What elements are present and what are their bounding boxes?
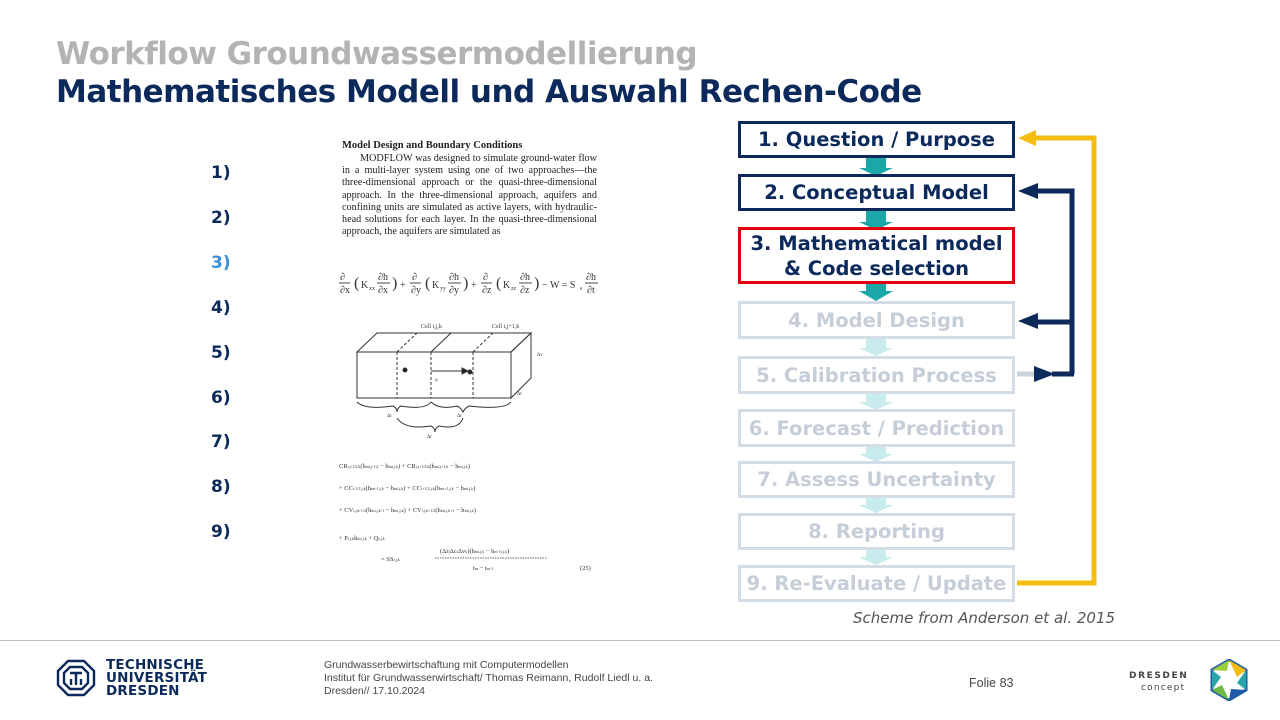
svg-text:+: + bbox=[400, 280, 406, 291]
svg-text:zz: zz bbox=[511, 286, 517, 292]
svg-text:Δr: Δr bbox=[517, 392, 522, 397]
svg-text:∂: ∂ bbox=[412, 272, 417, 283]
slide-supertitle: Workflow Groundwassermodellierung bbox=[56, 36, 698, 72]
feedback-loop-yellow bbox=[1017, 130, 1094, 583]
paper-body-text: MODFLOW was designed to simulate ground-water flow in a multi-layer system using one of two approaches—the three-dimensional approach or the quasi-three-dimensional approach. In the three-dimensional approach, aquifers and confining units are simulated as active layers, with hydraulic-head solutions for each layer. In the quasi-three-dimensional approach, the aquifers are simulated as bbox=[342, 153, 597, 238]
flow-arrow-8-9 bbox=[859, 549, 893, 565]
svg-text:+ Pi,j,khmi,j,k + Qi,j,k: + Pi,j,khmi,j,k + Qi,j,k bbox=[339, 535, 385, 542]
workflow-step-7-uncertainty: 7. Assess Uncertainty bbox=[738, 461, 1015, 498]
svg-text:s: s bbox=[580, 286, 583, 292]
svg-text:+ CCi-1/2,j,k(hmi-1,j,k − hmi,: + CCi-1/2,j,k(hmi-1,j,k − hmi,j,k) + CCi+1/2,j,k(hmi+1,j,k − hmi,j,k) bbox=[339, 485, 476, 492]
feedback-loop-navy bbox=[1017, 183, 1074, 382]
svg-text:∂h: ∂h bbox=[378, 272, 388, 283]
svg-text:∂y: ∂y bbox=[449, 285, 459, 296]
footer-authors: Institut für Grundwasserwirtschaft/ Thomas Reimann, Rudolf Liedl u. a. bbox=[324, 672, 653, 684]
dresden-concept-wordmark-line1: DRESDEN bbox=[1129, 671, 1189, 681]
cell-label-right: Cell i,j+1,k bbox=[492, 324, 520, 330]
flow-arrow-7-8 bbox=[859, 497, 893, 513]
flow-arrow-5-6 bbox=[859, 393, 893, 410]
footer-date: Dresden// 17.10.2024 bbox=[324, 685, 425, 697]
tud-wordmark bbox=[106, 659, 207, 698]
step-number-1: 1) bbox=[211, 163, 231, 183]
workflow-step-3-line1: 3. Mathematical model bbox=[750, 231, 1003, 255]
paper-excerpt bbox=[335, 140, 605, 580]
tud-wordmark-line1: TECHNISCHE bbox=[106, 657, 205, 673]
svg-text:∂x: ∂x bbox=[378, 285, 388, 296]
svg-text:∂y: ∂y bbox=[411, 285, 421, 296]
step-number-9: 9) bbox=[211, 522, 231, 542]
paper-heading: Model Design and Boundary Conditions bbox=[342, 140, 523, 151]
svg-text:∂z: ∂z bbox=[520, 285, 530, 296]
paper-figure bbox=[335, 140, 605, 580]
svg-text:K: K bbox=[361, 280, 369, 291]
flow-arrow-4-5 bbox=[859, 338, 893, 356]
step-number-3: 3) bbox=[211, 253, 231, 273]
svg-text:+: + bbox=[471, 280, 477, 291]
cell-label-left: Cell i,j,k bbox=[421, 324, 442, 330]
svg-text:− W = S: − W = S bbox=[542, 280, 576, 291]
svg-text:yy: yy bbox=[440, 286, 446, 292]
flow-equation bbox=[339, 272, 598, 296]
workflow-step-5-calibration: 5. Calibration Process bbox=[738, 356, 1015, 394]
workflow-step-1-question: 1. Question / Purpose bbox=[738, 121, 1015, 158]
svg-text:Δr: Δr bbox=[427, 435, 432, 440]
svg-text:∂: ∂ bbox=[483, 272, 488, 283]
workflow-step-6-forecast: 6. Forecast / Prediction bbox=[738, 409, 1015, 447]
svg-text:K: K bbox=[503, 280, 511, 291]
svg-text:∂: ∂ bbox=[340, 272, 345, 283]
svg-text:): ) bbox=[463, 275, 469, 292]
svg-text:(: ( bbox=[354, 275, 360, 292]
svg-text:(: ( bbox=[496, 275, 502, 292]
slide-number: Folie 83 bbox=[969, 676, 1014, 690]
svg-text:(ΔrjΔciΔvk)(hmi,j,k − hm-1i,j,: (ΔrjΔciΔvk)(hmi,j,k − hm-1i,j,k) bbox=[440, 548, 510, 555]
footer-course: Grundwasserbewirtschaftung mit Computermodellen bbox=[324, 659, 569, 671]
flow-arrow-6-7 bbox=[859, 446, 893, 462]
svg-text:): ) bbox=[392, 275, 398, 292]
cell-block-diagram bbox=[357, 324, 543, 440]
svg-text:∂t: ∂t bbox=[587, 285, 595, 296]
workflow-step-9-re-evaluate: 9. Re-Evaluate / Update bbox=[738, 565, 1015, 602]
svg-text:= SSi,j,k: = SSi,j,k bbox=[381, 556, 400, 563]
flow-arrow-3-4 bbox=[859, 283, 893, 301]
step-number-4: 4) bbox=[211, 298, 231, 318]
svg-text:K: K bbox=[432, 280, 440, 291]
svg-text:∂h: ∂h bbox=[586, 272, 596, 283]
svg-text:Δr: Δr bbox=[387, 414, 392, 419]
step-number-5: 5) bbox=[211, 343, 231, 363]
svg-text:q: q bbox=[435, 378, 438, 383]
workflow-step-3-line2: & Code selection bbox=[783, 256, 970, 280]
step-number-2: 2) bbox=[211, 208, 231, 228]
svg-text:xx: xx bbox=[369, 286, 375, 292]
workflow-step-8-reporting: 8. Reporting bbox=[738, 513, 1015, 550]
svg-text:): ) bbox=[534, 275, 540, 292]
svg-text:Δv: Δv bbox=[537, 353, 543, 358]
svg-text:Δr: Δr bbox=[457, 414, 462, 419]
tud-wordmark-line2: UNIVERSITÄT bbox=[106, 670, 208, 686]
svg-text:∂h: ∂h bbox=[520, 272, 530, 283]
svg-text:CRi,j-1/2,k(hmi,j-1,k − hmi,j,: CRi,j-1/2,k(hmi,j-1,k − hmi,j,k) + CRi,j+1/2,k(hmi,j+1,k − hmi,j,k) bbox=[339, 463, 471, 470]
dresden-concept-wordmark-line2: concept bbox=[1141, 683, 1186, 693]
svg-text:(: ( bbox=[425, 275, 431, 292]
svg-text:+ CVi,j,k-1/2(hmi,j,k-1 − hmi,: + CVi,j,k-1/2(hmi,j,k-1 − hmi,j,k) + CVi,j,k+1/2(hmi,j,k+1 − hmi,j,k) bbox=[339, 507, 477, 514]
workflow-step-4-model-design: 4. Model Design bbox=[738, 301, 1015, 339]
footer-info bbox=[324, 659, 653, 698]
svg-text:∂x: ∂x bbox=[340, 285, 350, 296]
workflow-step-2-conceptual-model: 2. Conceptual Model bbox=[738, 174, 1015, 211]
step-number-6: 6) bbox=[211, 388, 231, 408]
svg-text:tm − tm-1: tm − tm-1 bbox=[473, 565, 494, 572]
footer-divider bbox=[0, 640, 1280, 641]
finite-difference-equation bbox=[339, 463, 591, 572]
workflow-step-3-mathematical-model bbox=[738, 227, 1015, 284]
equation-number: (25) bbox=[580, 565, 591, 572]
svg-text:∂z: ∂z bbox=[482, 285, 492, 296]
tud-wordmark-line3: DRESDEN bbox=[106, 683, 180, 699]
slide-title: Mathematisches Modell und Auswahl Rechen-Code bbox=[56, 74, 922, 110]
step-number-8: 8) bbox=[211, 477, 231, 497]
svg-text:∂h: ∂h bbox=[449, 272, 459, 283]
step-number-7: 7) bbox=[211, 432, 231, 452]
scheme-caption: Scheme from Anderson et al. 2015 bbox=[853, 609, 1116, 627]
